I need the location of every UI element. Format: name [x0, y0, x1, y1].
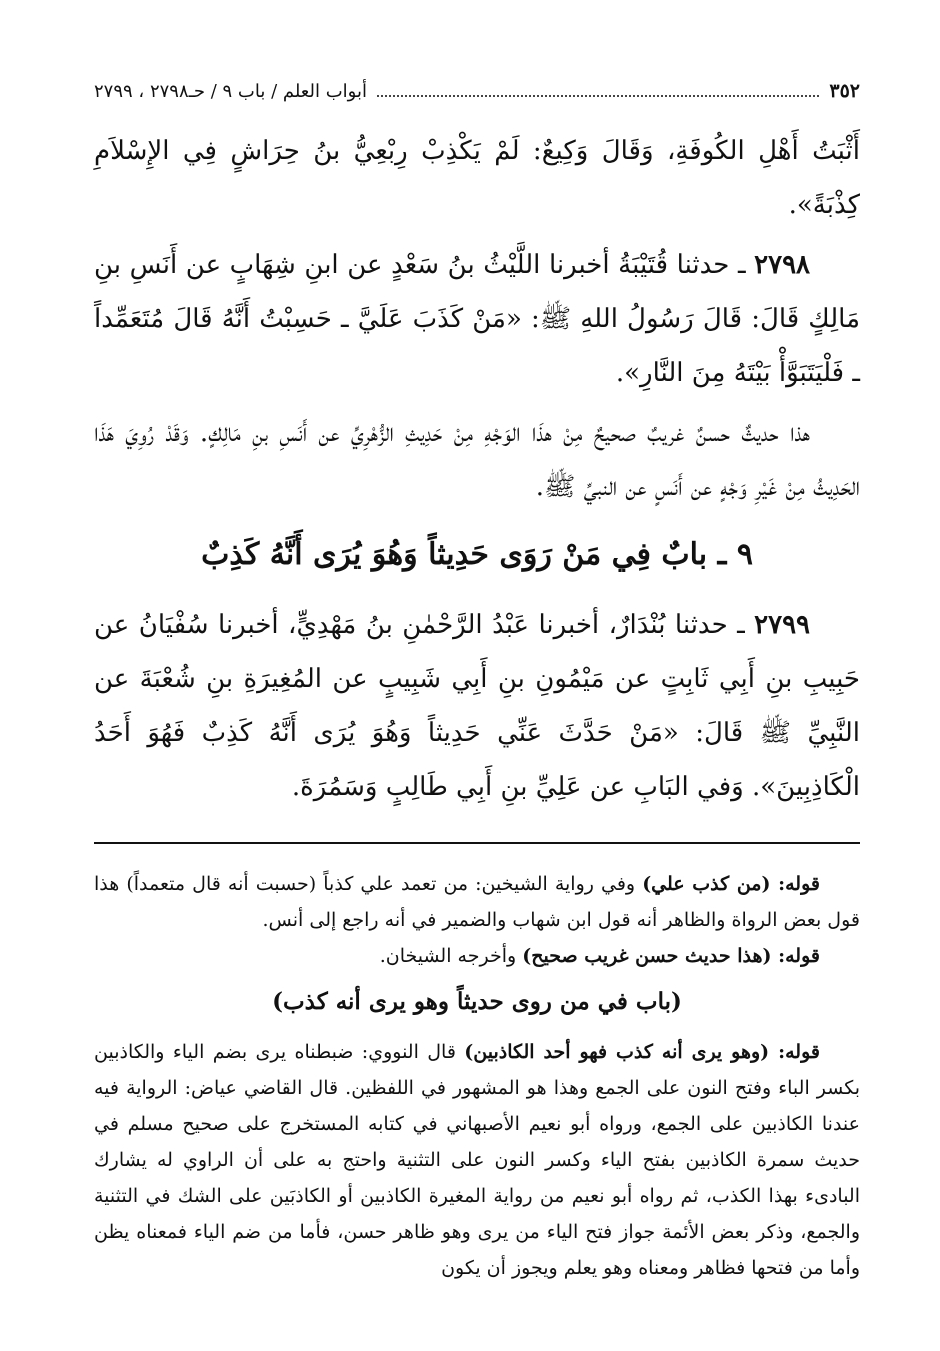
- opening-paragraph: أَثْبَتُ أَهْلِ الكُوفَةِ، وَقَالَ وَكِيعٌ: لَمْ يَكْذِبْ رِبْعِيُّ بنُ حِرَاشٍ فِي الإِسْلاَمِ كِذْبَةً».: [94, 136, 860, 220]
- commentary-notes: [94, 866, 860, 1286]
- note-3-label: قوله: (وهو يرى أنه كذب فهو أحد الكاذبين): [464, 1041, 820, 1063]
- running-title: أبواب العلم / باب ٩ / حـ٢٧٩٨ ، ٢٧٩٩: [94, 81, 367, 102]
- note-1-text: وفي رواية الشيخين: من تعمد علي كذباً (حسبت أنه قال متعمداً) هذا قول بعض الرواة والظاهر أنه قول ابن شهاب والضمير في أنه راجع إلى أنس.: [94, 873, 860, 931]
- note-1-label: قوله: (من كذب علي): [642, 873, 820, 895]
- hadith-2798-text: ـ حدثنا قُتَيْبَةُ أخبرنا اللَّيْثُ بنُ سَعْدٍ عن ابنِ شِهَابٍ عن أَنَسِ بنِ مَالِكٍ قَالَ: قَالَ رَسُولُ اللهِ ﷺ: «مَنْ كَذَبَ عَلَيَّ ـ حَسِبْتُ أَنَّهُ قَالَ مُتَعَمِّداً ـ فَلْيَتَبَوَّأْ بَيْتَهُ مِنَ النَّارِ».: [94, 250, 860, 388]
- chapter-note-heading: (باب في من روى حديثاً وهو يرى أنه كذب): [272, 988, 682, 1015]
- header-dotted-leader: [377, 95, 819, 97]
- chapter-heading: ٩ ـ بابٌ فِي مَنْ رَوَى حَدِيثاً وَهُوَ يُرَى أَنَّهُ كَذِبٌ: [201, 537, 753, 572]
- hadith-number-2798: ٢٧٩٨: [754, 250, 810, 280]
- note-3-text: قال النووي: ضبطناه يرى بضم الياء والكاذبين بكسر الباء وفتح النون على الجمع وهذا هو المشهور في اللفظين. قال القاضي عياض: الرواية فيه عندنا الكاذبين على الجمع، ورواه أبو نعيم الأصبهاني في كتابه المستخرج على صحيح مسلم في حديث سمرة الكاذبين بفتح الياء وكسر النون على التثنية واحتج به على أن الراوي له يشارك البادىء بهذا الكذب، ثم رواه أبو نعيم من رواية المغيرة الكاذبين أو الكاذبَين على الشك في التثنية والجمع، وذكر بعض الأئمة جواز فتح الياء من يرى وهو ظاهر حسن، فأما من ضم الياء فمعناه يظن وأما من فتحها فظاهر ومعناه وهو يعلم ويجوز أن يكون: [94, 1041, 860, 1279]
- hadith-2799: [94, 598, 860, 814]
- grading-paragraph: هذا حديثٌ حسنٌ غريبٌ صحيحٌ مِنْ هذَا الوَجْهِ مِنْ حَدِيثِ الزُّهْرِيِّ عن أَنَسِ بنِ مَالِكٍ. وَقَدْ رُوِيَ هَذَا الحَدِيثُ مِنْ غَيْرِ وَجْهٍ عن أَنَسٍ عن النبيِّ ﷺ.: [94, 418, 860, 502]
- note-1: [94, 866, 860, 938]
- hadith-number-2799: ٢٧٩٩: [754, 610, 810, 640]
- main-text: [94, 124, 860, 814]
- hadith-2798: [94, 238, 860, 400]
- page-header: [94, 80, 860, 114]
- page-number: ٣٥٢: [829, 80, 860, 102]
- note-2-label: قوله: (هذا حديث حسن غريب صحيح): [522, 945, 820, 967]
- note-3: [94, 1034, 860, 1286]
- footnote-separator: [94, 842, 860, 844]
- note-2-text: وأخرجه الشيخان.: [379, 945, 523, 967]
- hadith-2799-text: ـ حدثنا بُنْدَارٌ، أخبرنا عَبْدُ الرَّحْمٰنِ بنُ مَهْدِيٍّ، أخبرنا سُفْيَانُ عن حَبِيبِ بنِ أَبِي ثَابِتٍ عن مَيْمُونِ بنِ أَبِي شَبِيبٍ عن المُغِيرَةِ بنِ شُعْبَةَ عن النَّبِيِّ ﷺ قَالَ: «مَنْ حَدَّثَ عَنِّي حَدِيثاً وَهُوَ يُرَى أَنَّهُ كَذِبٌ فَهُوَ أَحَدُ الْكَاذِبِينَ». وَفي البَابِ عن عَلِيِّ بنِ أَبِي طَالِبٍ وَسَمُرَةَ.: [94, 610, 860, 802]
- note-2: [94, 938, 860, 974]
